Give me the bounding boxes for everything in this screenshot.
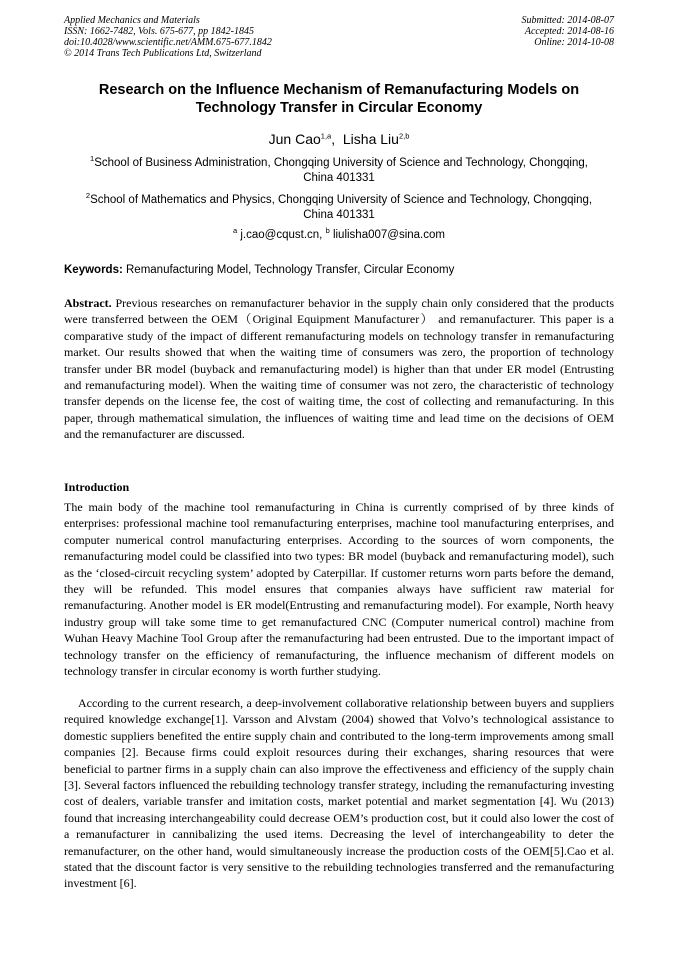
paragraph-text: The main body of the machine tool remanufacturing in China is currently comprised of by three kinds of enterprises: professional machine tool remanufacturing enterprises, machine tool manufacturing enterprises, and computer numerical control manufacturing enterprises. According to the sources of worn components, the remanufacturing model could be classified into two types: BR model (buyback and remanufacturing model), such as the ‘closed-circuit recycling system’ adopted by Caterpillar. If customer returns worn parts before the demand, they will be refunded. This model ensures that companies always have sufficient raw material for remanufacturing. Another model is ER model(Entrusting and remanufacturing model). For example, North heavy industry group will take some time to get remanufactured CNC (Computer numerical control) machine from Wuhan Heavy Machine Tool Group after the remanufacturing had been entrusted. Due to the important impact of technology transfer on the efficiency of remanufacturing, the influence mechanism of different models on technology transfer in circular economy is worth further studying.: [64, 500, 614, 679]
keywords-label: Keywords:: [64, 264, 123, 276]
keywords-text: Remanufacturing Model, Technology Transfer, Circular Economy: [122, 264, 455, 276]
paragraph-text: According to the current research, a deep-involvement collaborative relationship between buyers and suppliers required knowledge exchange[1]. Varsson and Alvstam (2004) showed that Volvo’s technological assistance to domestic suppliers benefited the entire supply chain and contributed to the long-term improvements among small companies [2]. Because firms could exploit resources during their exchanges, sharing resources that were beneficial to partner firms in a supply chain can also improve the effectiveness and efficiency of the supply chain [3]. Several factors influenced the rebuilding technology transfer strategy, including the remanufacturing investing cost of dealers, variable transfer and imitation costs, market potential and market segmentation [4]. Wu (2013) found that increasing interchangeability could decrease OEM’s production cost, but it could also lower the cost of a remanufacturer in cannibalizing the used items. Decreasing the level of interchangeability to deter the remanufacturer, on the other hand, would simultaneously increase the production costs of the OEM[5].Cao et al. stated that the discount factor is very sensitive to the rebuilding technologies transferred and the remanufacturing investment [6].: [64, 696, 614, 891]
online-date: Online: 2014-10-08: [534, 37, 614, 48]
affiliation-text: School of Business Administration, Chongqing University of Science and Technology, Chongqing,: [94, 157, 588, 169]
affiliation-text: China 401331: [303, 209, 375, 221]
author-separator: ,: [331, 131, 343, 147]
email-superscript: b: [325, 226, 330, 236]
title-line-2: Technology Transfer in Circular Economy: [195, 100, 483, 116]
author-superscript: 1,a: [320, 131, 332, 141]
paper-title: [64, 81, 614, 117]
accepted-date: Accepted: 2014-08-16: [524, 26, 614, 37]
publication-dates: [522, 15, 615, 48]
affiliation-1: [64, 156, 614, 186]
abstract: [64, 295, 614, 443]
affiliation-2: [64, 193, 614, 223]
author-emails: [64, 228, 614, 243]
section-heading-introduction: Introduction: [64, 480, 130, 494]
introduction-paragraph-2: [64, 695, 614, 892]
email-superscript: a: [233, 226, 238, 236]
affiliation-superscript: 1: [90, 154, 95, 164]
submitted-date: Submitted: 2014-08-07: [521, 15, 614, 26]
affiliation-text: School of Mathematics and Physics, Chongqing University of Science and Technology, Chongqing,: [90, 194, 593, 206]
affiliation-text: China 401331: [303, 172, 375, 184]
copyright-line: © 2014 Trans Tech Publications Ltd, Switzerland: [64, 48, 262, 59]
author-name: Jun Cao: [268, 131, 321, 147]
email-link[interactable]: liulisha007@sina.com: [332, 229, 445, 241]
email-link[interactable]: j.cao@cqust.cn,: [240, 229, 326, 241]
publication-info: [64, 15, 272, 59]
author-superscript: 2,b: [398, 131, 410, 141]
introduction-paragraph-1: [64, 499, 614, 679]
title-line-1: Research on the Influence Mechanism of Remanufacturing Models on: [98, 82, 580, 98]
affiliation-superscript: 2: [85, 191, 91, 201]
journal-name: Applied Mechanics and Materials: [64, 15, 200, 26]
author-name: Lisha Liu: [342, 131, 399, 147]
doi-line: doi:10.4028/www.scientific.net/AMM.675-677.1842: [64, 37, 272, 48]
keywords: [64, 263, 624, 278]
abstract-label: Abstract.: [64, 296, 112, 310]
abstract-text: Previous researches on remanufacturer behavior in the supply chain only considered that the products were transferred between the OEM（Original Equipment Manufacturer） and remanufacturer. This paper is a comparative study of the impact of different remanufacturing models on technology transfer in remanufacturing market. Our results showed that when the waiting time of consumers was zero, the proportion of technology transfer under BR model (buyback and remanufacturing model) is higher than that under ER model (Entrusting and remanufacturing model). When the waiting time of consumer was not zero, the characteristic of technology transfer depends on the license fee, the cost of waiting time, the cost of collecting and remanufacturing. In this paper, through mathematical simulation, the influences of waiting time and lead time on the decisions of OEM and the remanufacturer are discussed.: [64, 296, 614, 442]
author-list: [64, 130, 614, 148]
issn-line: ISSN: 1662-7482, Vols. 675-677, pp 1842-1845: [64, 26, 254, 37]
